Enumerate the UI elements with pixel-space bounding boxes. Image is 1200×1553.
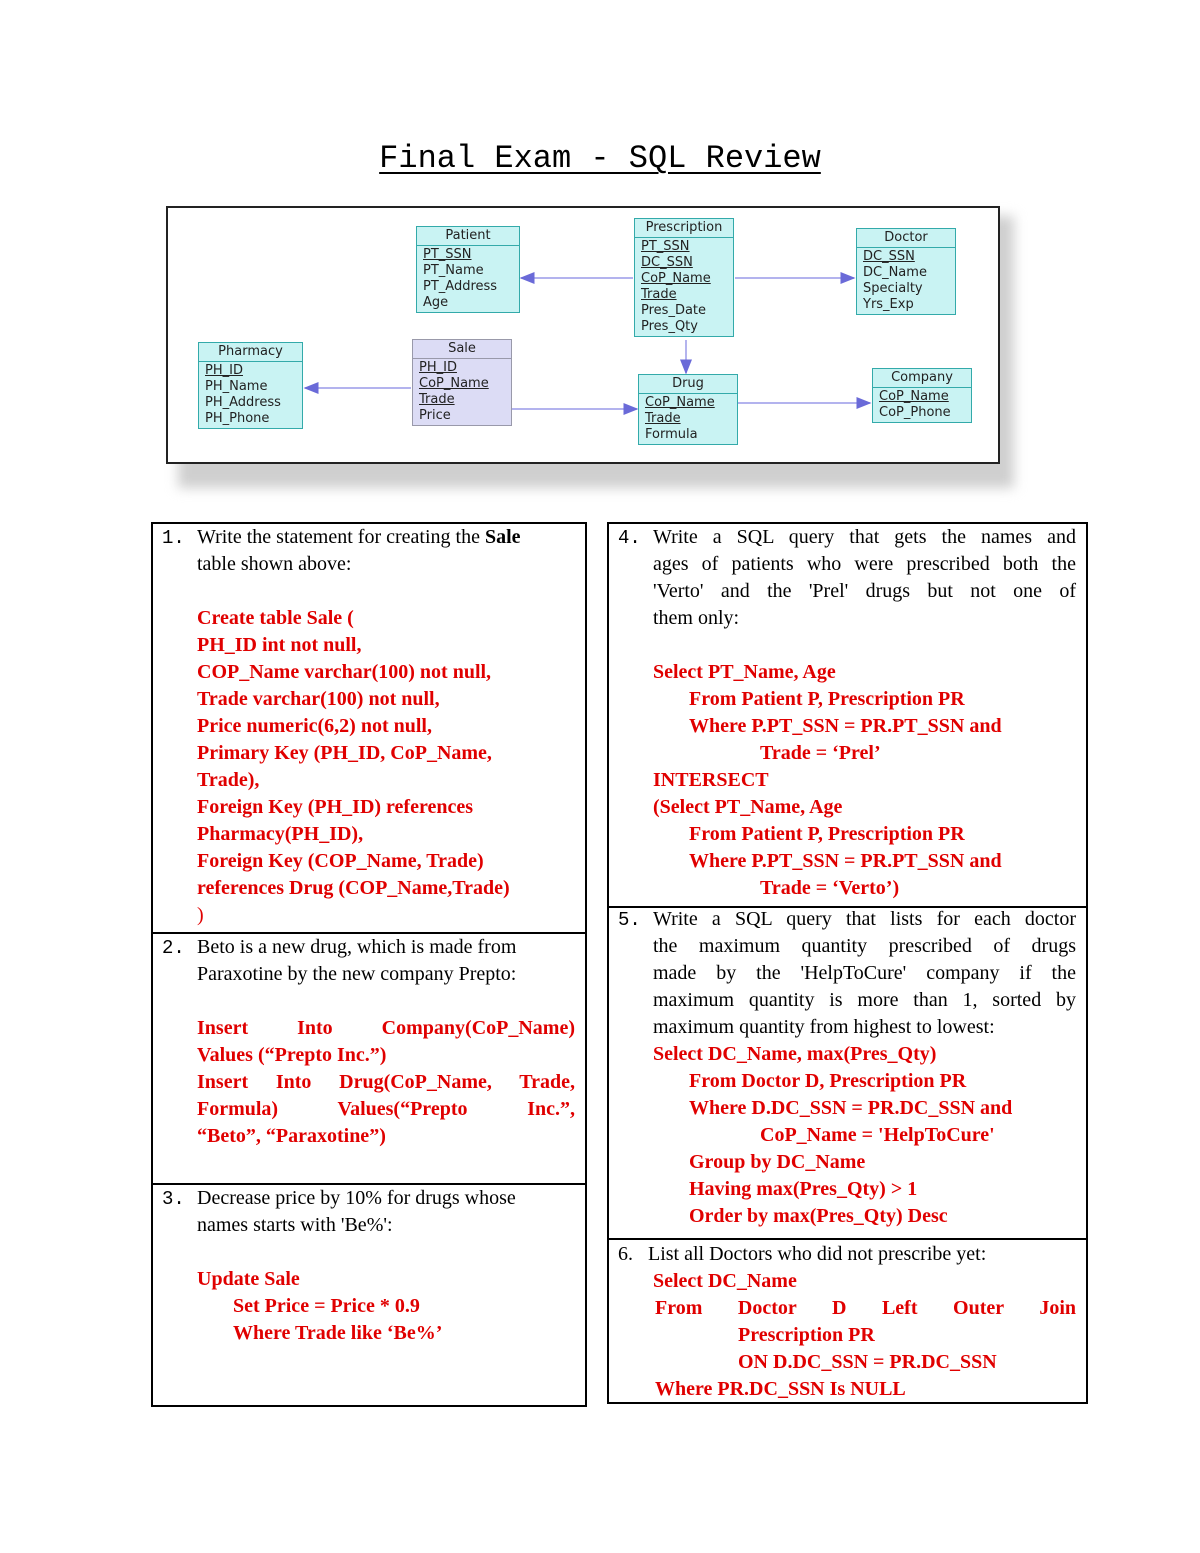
answer-line: Where PR.DC_SSN Is NULL: [655, 1378, 906, 1400]
entity-doctor: [856, 228, 956, 315]
question-number: 5.: [618, 909, 641, 931]
entity-name: Drug: [639, 375, 737, 394]
answer-line: Select PT_Name, Age: [653, 661, 836, 683]
answer-line: “Beto”, “Paraxotine”): [197, 1125, 386, 1147]
answer-line: Order by max(Pres_Qty) Desc: [689, 1205, 948, 1227]
entity-attr: CoP_Name: [641, 271, 711, 286]
answer-line: Select DC_Name: [653, 1270, 797, 1292]
entity-attr: PH_Phone: [205, 411, 270, 426]
question-number: 6.: [618, 1243, 633, 1265]
question-text: Beto is a new drug, which is made from: [197, 936, 517, 958]
answer-line: Having max(Pres_Qty) > 1: [689, 1178, 918, 1200]
answer-line: Prescription PR: [738, 1324, 875, 1346]
answer-line: references Drug (COP_Name,Trade): [197, 877, 510, 899]
entity-name: Pharmacy: [199, 343, 302, 362]
entity-attr: PT_SSN: [641, 239, 690, 254]
entity-attr: PH_ID: [419, 360, 457, 375]
entity-attr: Price: [419, 408, 451, 423]
question-text-bold: Sale: [484, 526, 521, 548]
entity-attr: DC_SSN: [863, 249, 915, 264]
question-3: [197, 1185, 575, 1347]
question-number: 4.: [618, 527, 641, 549]
entity-attr: Specialty: [863, 281, 923, 296]
question-text: table shown above:: [197, 553, 352, 575]
question-text: [197, 524, 577, 551]
entity-attr: PH_Address: [205, 395, 281, 410]
answer-4: [653, 659, 1076, 902]
answer-line: Create table Sale (: [197, 607, 354, 629]
answer-3: [197, 1266, 575, 1347]
answer-line: Where Trade like ‘Be%’: [233, 1322, 443, 1344]
entity-attr: CoP_Phone: [879, 405, 951, 420]
entity-patient: [416, 226, 520, 313]
answer-line: ON D.DC_SSN = PR.DC_SSN: [738, 1351, 997, 1373]
answer-line: Where D.DC_SSN = PR.DC_SSN and: [689, 1097, 1013, 1119]
answer-line: COP_Name varchar(100) not null,: [197, 661, 492, 683]
question-text: Write a SQL query that gets the names and: [653, 526, 1076, 548]
entity-attr: Pres_Date: [641, 303, 707, 318]
entity-company: [872, 368, 972, 423]
entity-attr: Trade: [641, 287, 677, 302]
question-text: made by the 'HelpToCure' company if the: [653, 962, 1076, 984]
entity-attr: PT_SSN: [423, 247, 472, 262]
answer-line: Foreign Key (PH_ID) references: [197, 796, 474, 818]
answer-line: CoP_Name = 'HelpToCure': [760, 1124, 995, 1146]
entity-name: Company: [873, 369, 971, 388]
question-text-part: Write the statement for creating the: [197, 526, 485, 548]
answer-line: Insert Into Company(CoP_Name): [197, 1017, 575, 1039]
question-4: [653, 524, 1076, 902]
question-text: Write a SQL query that lists for each doctor: [653, 908, 1076, 930]
answer-2: [197, 1015, 575, 1150]
question-number: 1.: [162, 527, 185, 549]
question-6: [618, 1241, 1076, 1403]
er-diagram: [166, 206, 1000, 464]
question-text: maximum quantity is more than 1, sorted by: [653, 989, 1076, 1011]
answer-6: [618, 1268, 1076, 1403]
entity-attr: CoP_Name: [879, 389, 949, 404]
entity-name: Patient: [417, 227, 519, 246]
entity-attr: Formula: [645, 427, 698, 442]
question-text: Paraxotine by the new company Prepto:: [197, 963, 517, 985]
answer-line: Trade varchar(100) not null,: [197, 688, 440, 710]
answer-line: Where P.PT_SSN = PR.PT_SSN and: [689, 715, 1002, 737]
entity-attr: PH_ID: [205, 363, 243, 378]
answer-line: From Patient P, Prescription PR: [689, 823, 965, 845]
entity-attr: CoP_Name: [419, 376, 489, 391]
question-1: [197, 524, 577, 929]
entity-name: Prescription: [635, 219, 733, 238]
answer-line: Trade),: [197, 769, 260, 791]
entity-attr: Age: [423, 295, 449, 310]
answer-line: Trade = ‘Prel’: [760, 742, 881, 764]
question-2: [197, 934, 575, 1150]
entity-attr: Trade: [419, 392, 455, 407]
page-title: Final Exam - SQL Review: [379, 140, 821, 177]
answer-5: [653, 1041, 1076, 1230]
answer-1: [197, 605, 577, 929]
entity-drug: [638, 374, 738, 445]
answer-line: Update Sale: [197, 1268, 300, 1290]
entity-attr: Pres_Qty: [641, 319, 698, 334]
entity-attr: PH_Name: [205, 379, 268, 394]
answer-line: From Doctor D Left Outer Join: [655, 1297, 1076, 1319]
entity-attr: Trade: [645, 411, 681, 426]
answer-line: Primary Key (PH_ID, CoP_Name,: [197, 742, 492, 764]
answer-line: Insert Into Drug(CoP_Name, Trade,: [197, 1071, 575, 1093]
entity-sale: [412, 339, 512, 426]
question-text: the maximum quantity prescribed of drugs: [653, 935, 1076, 957]
answer-line: Pharmacy(PH_ID),: [197, 823, 364, 845]
entity-attr: PT_Name: [423, 263, 484, 278]
question-text: Decrease price by 10% for drugs whose: [197, 1187, 516, 1209]
entity-attr: CoP_Name: [645, 395, 715, 410]
answer-line: ): [197, 904, 204, 926]
answer-line: Foreign Key (COP_Name, Trade): [197, 850, 484, 872]
entity-attr: Yrs_Exp: [863, 297, 914, 312]
answer-line: PH_ID int not null,: [197, 634, 362, 656]
entity-attr: PT_Address: [423, 279, 498, 294]
answer-line: Formula) Values(“Prepto Inc.”,: [197, 1098, 575, 1120]
entity-name: Doctor: [857, 229, 955, 248]
answer-line: Trade = ‘Verto’): [760, 877, 900, 899]
question-text: them only:: [653, 607, 740, 629]
entity-attr: DC_Name: [863, 265, 927, 280]
question-text-part: List all Doctors who did not prescribe yet:: [648, 1243, 987, 1265]
question-text: 'Verto' and the 'Prel' drugs but not one of: [653, 580, 1076, 602]
answer-line: INTERSECT: [653, 769, 769, 791]
answer-line: Select DC_Name, max(Pres_Qty): [653, 1043, 937, 1065]
answer-line: (Select PT_Name, Age: [653, 796, 843, 818]
question-text: ages of patients who were prescribed both the: [653, 553, 1076, 575]
answer-line: From Doctor D, Prescription PR: [689, 1070, 967, 1092]
entity-prescription: [634, 218, 734, 337]
question-text: maximum quantity from highest to lowest:: [653, 1016, 995, 1038]
question-5: [653, 906, 1076, 1230]
answer-line: Values (“Prepto Inc.”): [197, 1044, 387, 1066]
answer-line: Group by DC_Name: [689, 1151, 866, 1173]
answer-line: Price numeric(6,2) not null,: [197, 715, 432, 737]
question-text: names starts with 'Be%':: [197, 1214, 393, 1236]
question-text: [618, 1241, 1076, 1268]
question-number: 2.: [162, 937, 185, 959]
question-number: 3.: [162, 1188, 185, 1210]
entity-pharmacy: [198, 342, 303, 429]
answer-line: Where P.PT_SSN = PR.PT_SSN and: [689, 850, 1002, 872]
entity-attr: DC_SSN: [641, 255, 693, 270]
answer-line: From Patient P, Prescription PR: [689, 688, 965, 710]
entity-name: Sale: [413, 340, 511, 359]
answer-line: Set Price = Price * 0.9: [233, 1295, 420, 1317]
